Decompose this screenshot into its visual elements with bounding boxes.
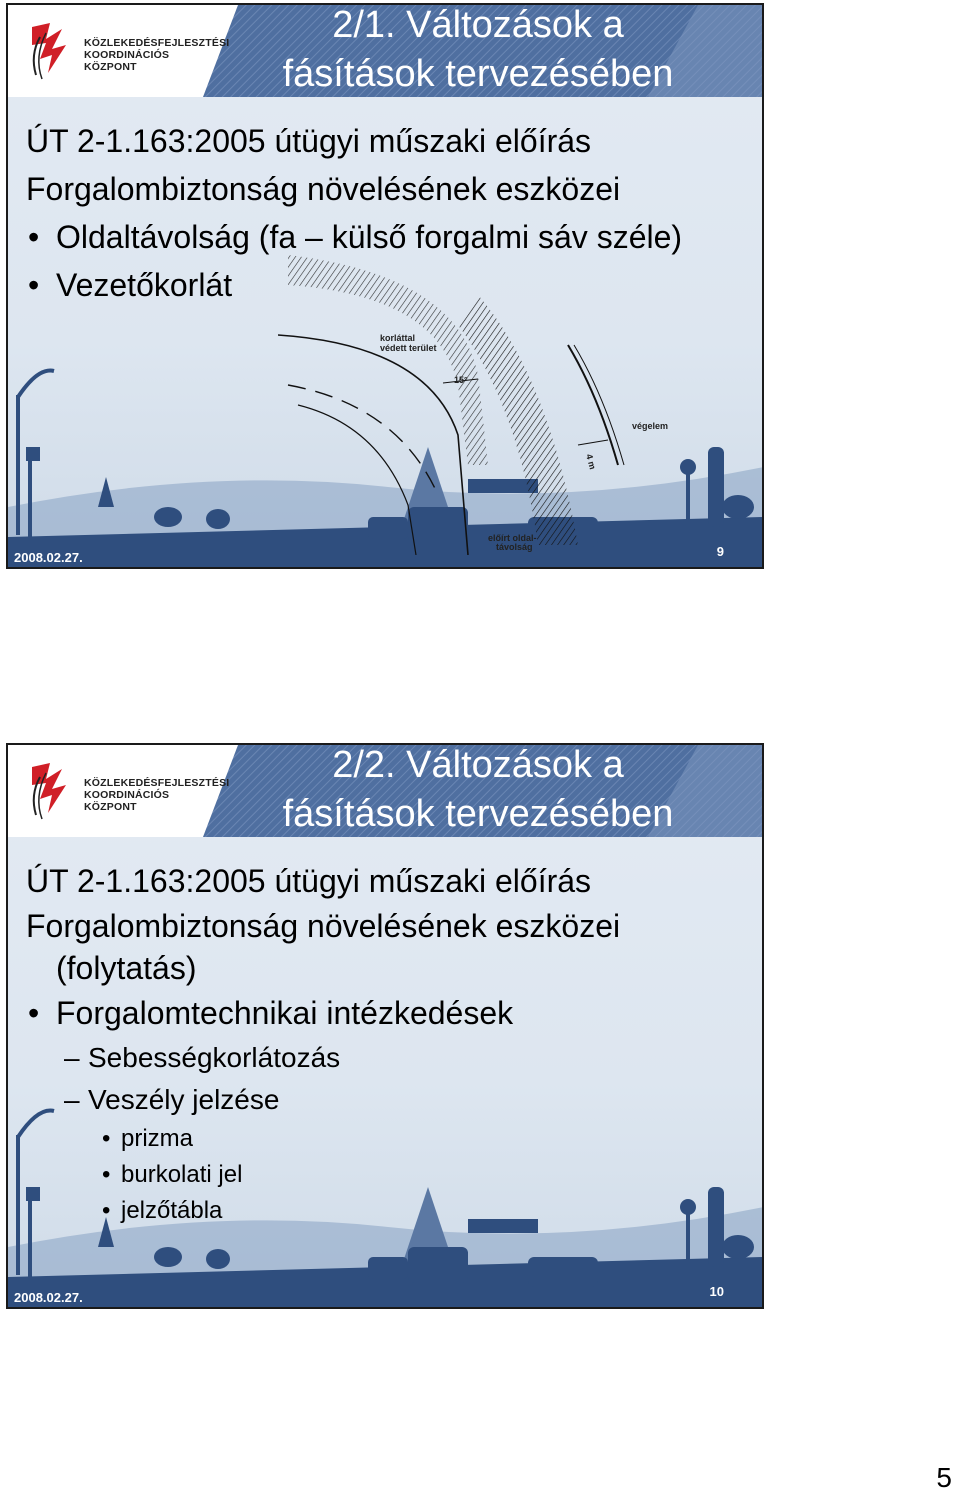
slide-10 (6, 743, 764, 1309)
label-angle: 15° (454, 375, 468, 385)
org-name-line: KÖZLEKEDÉSFEJLESZTÉSI (84, 37, 230, 49)
bullet-item: • Vezetőkorlát (26, 261, 682, 309)
org-name-line: KOORDINÁCIÓS (84, 789, 170, 801)
slide-title-line: 2/1. Változások a (332, 4, 624, 46)
label-end-element: végelem (632, 421, 669, 431)
slide-number: 9 (716, 544, 724, 559)
sub-sub-item: • jelzőtábla (26, 1193, 620, 1229)
slide-date: 2008.02.27. (14, 550, 83, 565)
slide-body (26, 117, 682, 309)
org-name-line: KÖZLEKEDÉSFEJLESZTÉSI (84, 777, 230, 789)
sub-sub-item: • prizma (26, 1121, 620, 1157)
org-name-line: KÖZPONT (84, 801, 137, 813)
org-name (84, 37, 229, 73)
label-protected-area-2: védett terület (380, 343, 437, 353)
slide-title (238, 3, 718, 99)
org-name (84, 777, 229, 813)
org-name-line: KOORDINÁCIÓS (84, 49, 170, 61)
slide-heading: ÚT 2-1.163:2005 útügyi műszaki előírás (26, 123, 592, 159)
slide-body (26, 857, 620, 1229)
slide-title-line: fásítások tervezésében (282, 53, 674, 95)
slide-title-line: fásítások tervezésében (282, 793, 674, 835)
bullet-item: • Oldaltávolság (fa – külső forgalmi sáv széle) (26, 213, 682, 261)
slide-heading: ÚT 2-1.163:2005 útügyi műszaki előírás (26, 863, 592, 899)
label-required-2: távolság (496, 542, 533, 552)
org-name-line: KÖZPONT (84, 61, 137, 73)
label-distance: 4 m (584, 452, 598, 471)
label-required-1: előírt oldal- (488, 533, 537, 543)
slide-subheading: Forgalombiztonság növelésének eszközei (26, 171, 621, 207)
slide-title-line: 2/2. Változások a (332, 744, 624, 786)
label-protected-area-1: korláttal (380, 333, 416, 343)
slide-number: 10 (709, 1284, 724, 1299)
bullet-item: • Forgalomtechnikai intézkedések (26, 989, 620, 1037)
slide-subheading-continued: (folytatás) (56, 950, 197, 986)
sub-item: – Sebességkorlátozás (26, 1037, 620, 1079)
slide-subheading: Forgalombiztonság növelésének eszközei (26, 908, 621, 944)
slide-title (238, 743, 718, 839)
sub-item: – Veszély jelzése (26, 1079, 620, 1121)
page-number: 5 (936, 1462, 952, 1493)
sub-sub-item: • burkolati jel (26, 1157, 620, 1193)
slide-date: 2008.02.27. (14, 1290, 83, 1305)
slide-9 (6, 3, 764, 569)
